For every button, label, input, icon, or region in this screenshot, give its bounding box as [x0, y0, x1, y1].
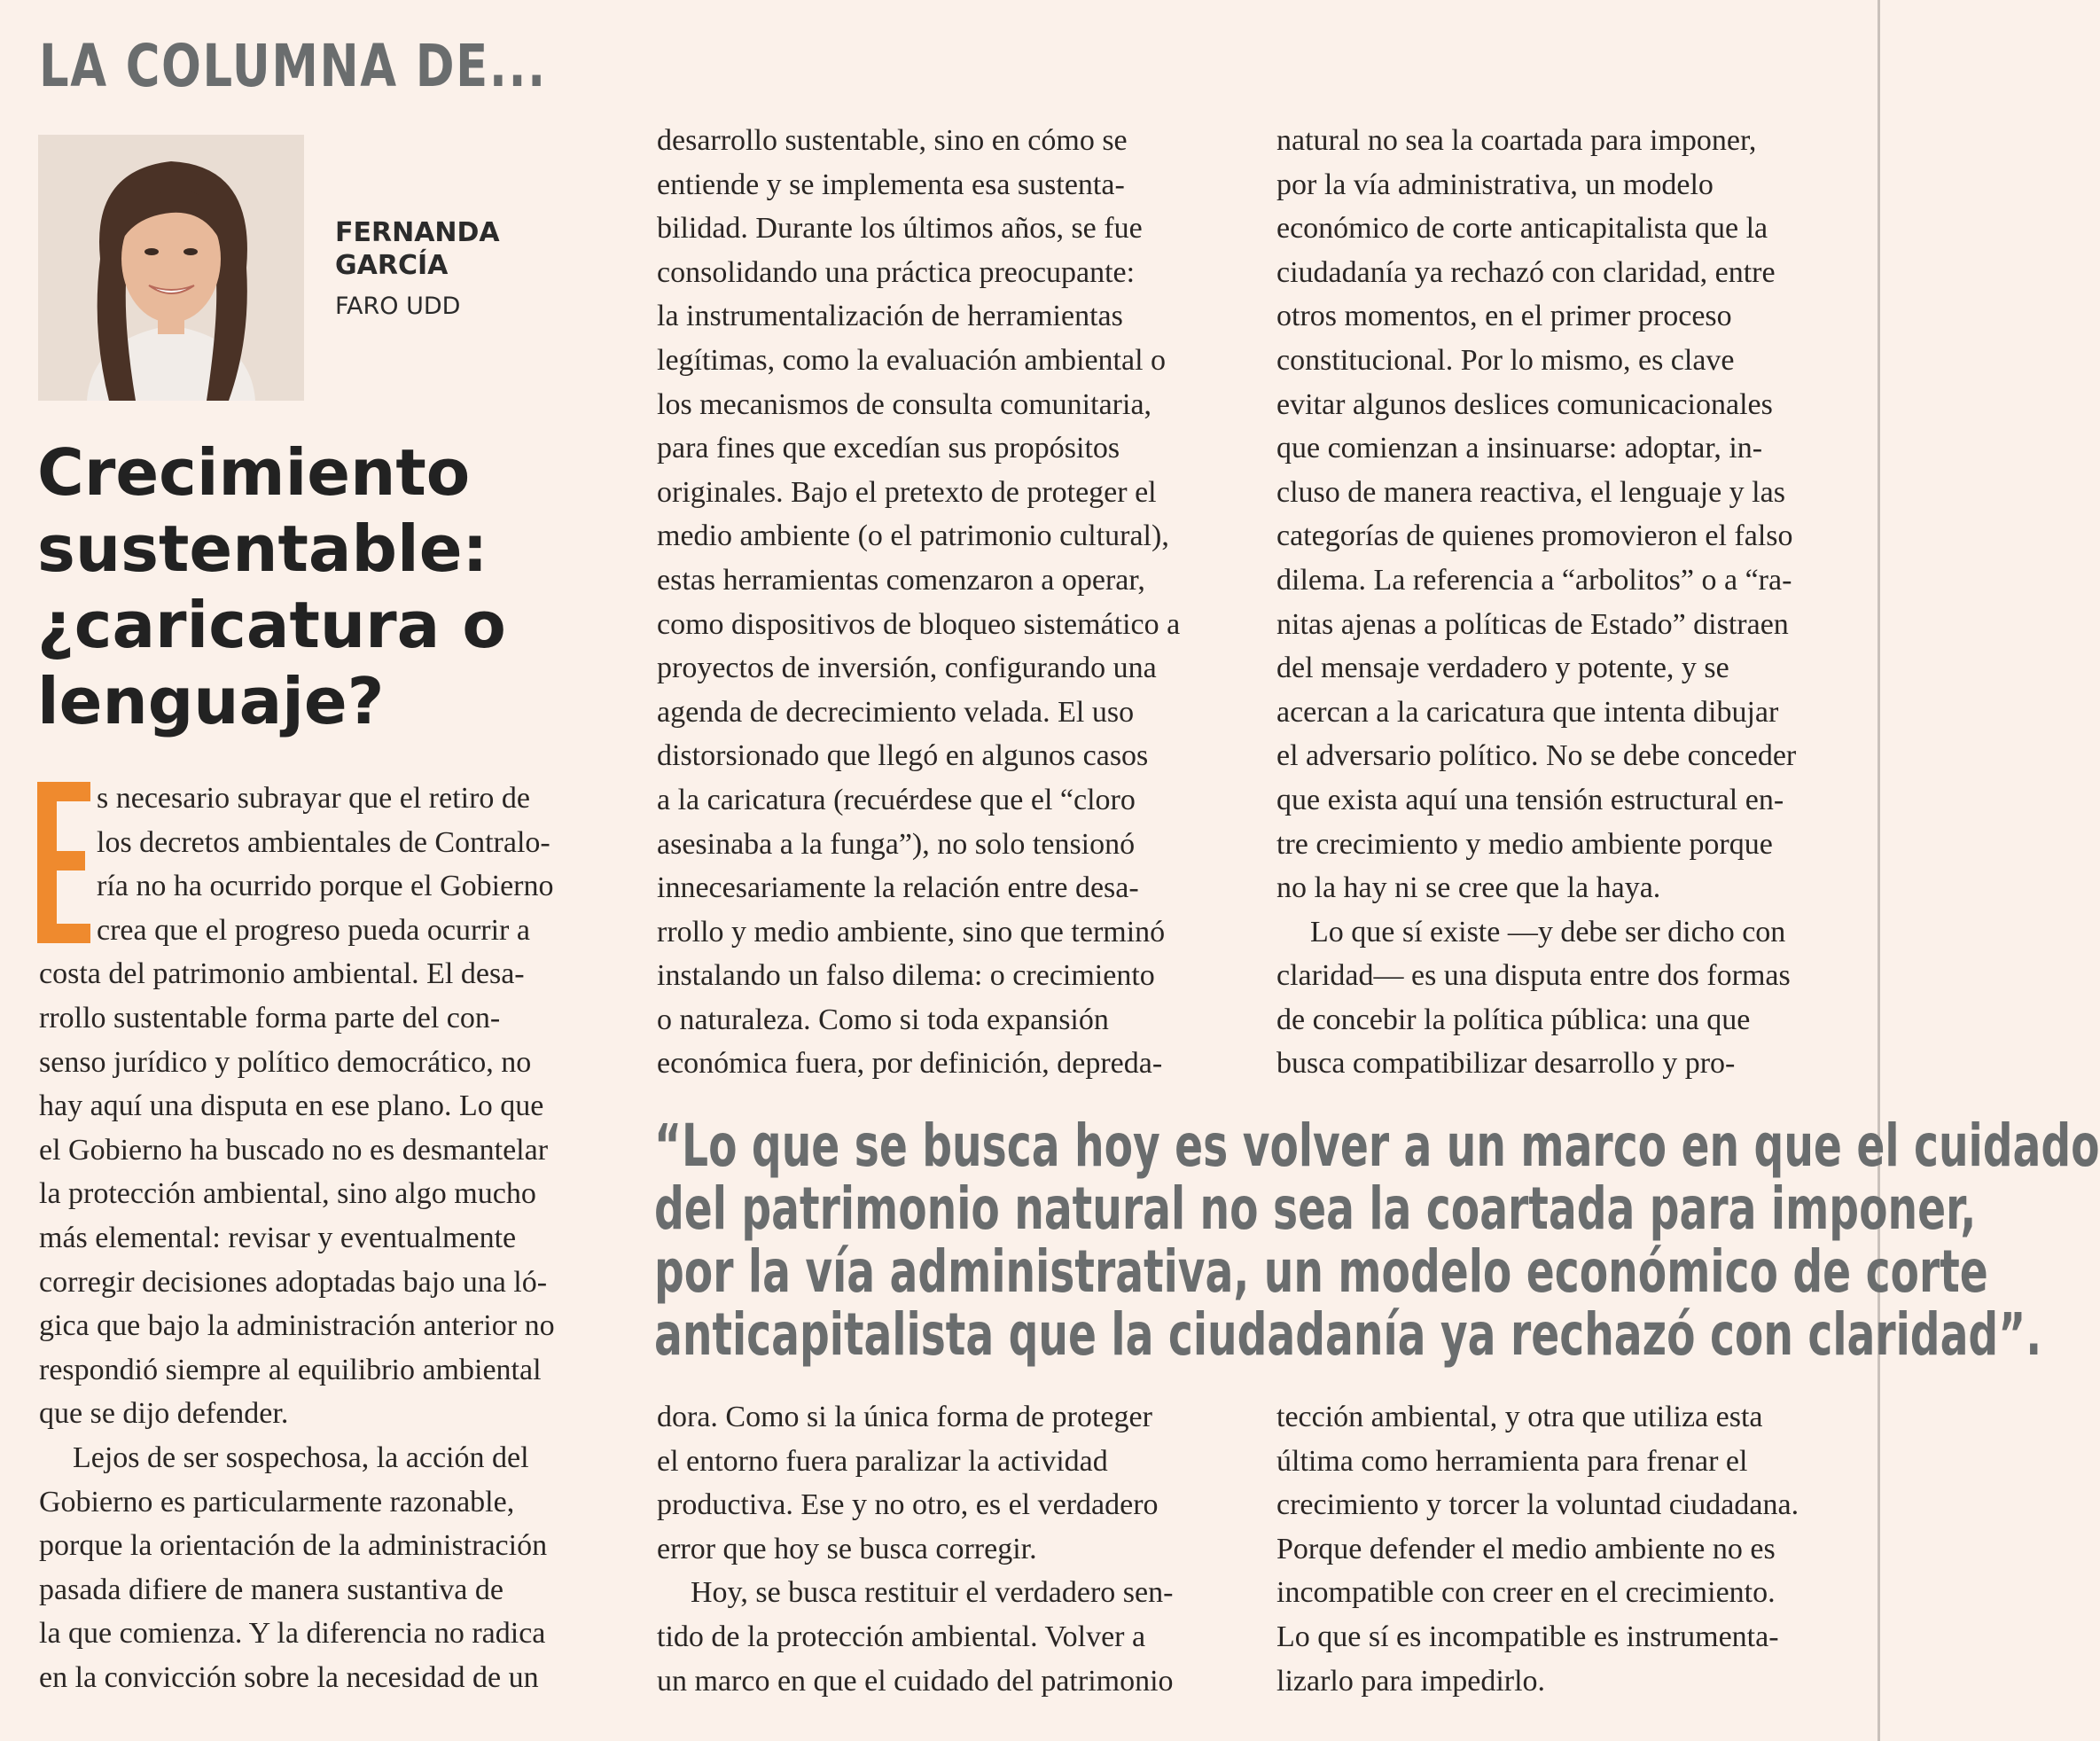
author-first-name: FERNANDA [335, 217, 500, 248]
column-3-top [1276, 119, 1862, 1086]
body-line: el Gobierno ha buscado no es desmantelar [39, 1133, 549, 1167]
section-label: LA COLUMNA DE... [39, 32, 547, 100]
body-line: corregir decisiones adoptadas bajo una ló- [39, 1265, 548, 1299]
body-line: medio ambiente (o el patrimonio cultural), [657, 519, 1169, 553]
body-line: no la hay ni se cree que la haya. [1276, 871, 1661, 905]
body-line: evitar algunos deslices comunicacionales [1276, 387, 1773, 421]
body-line: dora. Como si la única forma de proteger [657, 1401, 1152, 1433]
body-line: incompatible con creer en el crecimiento. [1276, 1576, 1776, 1610]
headline-line: lenguaje? [37, 664, 385, 738]
author-name [335, 216, 500, 282]
body-line: asesinaba a la funga”), no solo tensionó [657, 827, 1136, 861]
body-line: gica que bajo la administración anterior no [39, 1309, 555, 1343]
body-line: distorsionado que llegó en algunos casos [657, 739, 1149, 773]
body-line: Lo que sí existe —y debe ser dicho con [1310, 915, 1786, 949]
body-line: por la vía administrativa, un modelo [1276, 168, 1714, 201]
headline-line: Crecimiento [37, 435, 471, 510]
body-line: legítimas, como la evaluación ambiental o [657, 343, 1167, 377]
body-line: la instrumentalización de herramientas [657, 300, 1123, 333]
body-line: pasada difiere de manera sustantiva de [39, 1573, 504, 1606]
body-line: la protección ambiental, sino algo mucho [39, 1177, 536, 1211]
body-line: tido de la protección ambiental. Volver a [657, 1620, 1146, 1653]
body-line: estas herramientas comenzaron a operar, [657, 563, 1145, 597]
body-line: bilidad. Durante los últimos años, se fue [657, 212, 1143, 246]
body-line: desarrollo sustentable, sino en cómo se [657, 124, 1128, 157]
body-line: crecimiento y torcer la voluntad ciudadana. [1276, 1488, 1799, 1522]
body-line: el entorno fuera paralizar la actividad [657, 1444, 1108, 1478]
body-line: natural no sea la coartada para imponer, [1276, 124, 1757, 157]
body-line: Porque defender el medio ambiente no es [1276, 1532, 1776, 1565]
pull-quote-line: anticapitalista que la ciudadanía ya rechazó con claridad”. [654, 1300, 2042, 1369]
body-line: agenda de decrecimiento velada. El uso [657, 695, 1135, 729]
headline-line: ¿caricatura o [37, 588, 506, 662]
author-organization: FARO UDD [335, 293, 461, 320]
body-line: tección ambiental, y otra que utiliza esta [1276, 1401, 1763, 1433]
body-line: senso jurídico y político democrático, no [39, 1045, 532, 1079]
body-line: s necesario subrayar que el retiro de [97, 782, 530, 815]
body-line: Lejos de ser sospechosa, la acción del [73, 1440, 529, 1474]
body-line: crea que el progreso pueda ocurrir a [97, 913, 530, 947]
body-line: innecesariamente la relación entre desa- [657, 871, 1139, 905]
body-line: un marco en que el cuidado del patrimonio [657, 1664, 1174, 1698]
body-line: que se dijo defender. [39, 1397, 289, 1431]
author-last-name: GARCÍA [335, 250, 449, 281]
body-line: última como herramienta para frenar el [1276, 1444, 1748, 1478]
body-line: nitas ajenas a políticas de Estado” distraen [1276, 607, 1789, 641]
body-line: rrollo sustentable forma parte del con- [39, 1001, 501, 1034]
body-line: otros momentos, en el primer proceso [1276, 300, 1732, 333]
body-line: que exista aquí una tensión estructural en- [1276, 783, 1784, 816]
body-line: ciudadanía ya rechazó con claridad, entre [1276, 255, 1776, 289]
body-line: que comienzan a insinuarse: adoptar, in- [1276, 432, 1763, 465]
body-line: los decretos ambientales de Contralo- [97, 825, 550, 859]
body-line: cluso de manera reactiva, el lenguaje y las [1276, 475, 1785, 509]
pull-quote [654, 1112, 2100, 1369]
body-line: para fines que excedían sus propósitos [657, 432, 1120, 465]
body-line: consolidando una práctica preocupante: [657, 255, 1136, 289]
pull-quote-line: “Lo que se busca hoy es volver a un marco en que el cuidado [654, 1112, 2100, 1180]
body-line: ría no ha ocurrido porque el Gobierno [97, 870, 554, 903]
body-line: el adversario político. No se debe conceder [1276, 739, 1797, 773]
column-1-body [39, 952, 606, 1699]
body-line: económico de corte anticapitalista que la [1276, 212, 1768, 246]
body-line: porque la orientación de la administración [39, 1529, 548, 1563]
body-line: los mecanismos de consulta comunitaria, [657, 387, 1152, 421]
body-line: respondió siempre al equilibrio ambiental [39, 1353, 542, 1386]
body-line: más elemental: revisar y eventualmente [39, 1221, 517, 1254]
body-line: dilema. La referencia a “arbolitos” o a “ra- [1276, 563, 1792, 597]
body-line: entiende y se implementa esa sustenta- [657, 168, 1125, 201]
column-2-top [657, 119, 1242, 1086]
body-line: Hoy, se busca restituir el verdadero sen- [691, 1576, 1174, 1610]
body-line: instalando un falso dilema: o crecimiento [657, 959, 1155, 993]
body-line: lizarlo para impedirlo. [1276, 1664, 1546, 1698]
headline [37, 434, 640, 739]
body-line: hay aquí una disputa en ese plano. Lo que [39, 1089, 544, 1123]
body-line: del mensaje verdadero y potente, y se [1276, 652, 1729, 685]
body-line: claridad— es una disputa entre dos formas [1276, 959, 1791, 993]
body-line: busca compatibilizar desarrollo y pro- [1276, 1047, 1736, 1081]
body-line: de concebir la política pública: una que [1276, 1003, 1751, 1036]
column-1-drop-lines [39, 777, 606, 952]
body-line: error que hoy se busca corregir. [657, 1532, 1037, 1565]
body-line: o naturaleza. Como si toda expansión [657, 1003, 1109, 1036]
body-line: a la caricatura (recuérdese que el “cloro [657, 783, 1136, 816]
body-line: categorías de quienes promovieron el falso [1276, 519, 1793, 553]
body-line: proyectos de inversión, configurando una [657, 652, 1157, 685]
column-3-bottom [1276, 1395, 1862, 1703]
body-line: tre crecimiento y medio ambiente porque [1276, 827, 1773, 861]
body-line: Lo que sí es incompatible es instrumenta- [1276, 1620, 1779, 1653]
body-line: económica fuera, por definición, depreda- [657, 1047, 1163, 1081]
column-2-bottom [657, 1395, 1242, 1703]
body-line: en la convicción sobre la necesidad de un [39, 1660, 539, 1694]
body-line: costa del patrimonio ambiental. El desa- [39, 957, 525, 991]
body-line: constitucional. Por lo mismo, es clave [1276, 343, 1735, 377]
headline-line: sustentable: [37, 511, 488, 586]
author-photo [38, 135, 304, 401]
pull-quote-line: por la vía administrativa, un modelo económico de corte [654, 1237, 1988, 1306]
body-line: acercan a la caricatura que intenta dibujar [1276, 695, 1779, 729]
pull-quote-line: del patrimonio natural no sea la coartada para imponer, [654, 1175, 1977, 1243]
body-line: como dispositivos de bloqueo sistemático a [657, 607, 1181, 641]
body-line: rrollo y medio ambiente, sino que terminó [657, 915, 1166, 949]
body-line: productiva. Ese y no otro, es el verdadero [657, 1488, 1159, 1522]
page-edge-rule [1878, 0, 1880, 1741]
body-line: la que comienza. Y la diferencia no radica [39, 1617, 546, 1651]
body-line: originales. Bajo el pretexto de proteger el [657, 475, 1157, 509]
body-line: Gobierno es particularmente razonable, [39, 1485, 515, 1518]
